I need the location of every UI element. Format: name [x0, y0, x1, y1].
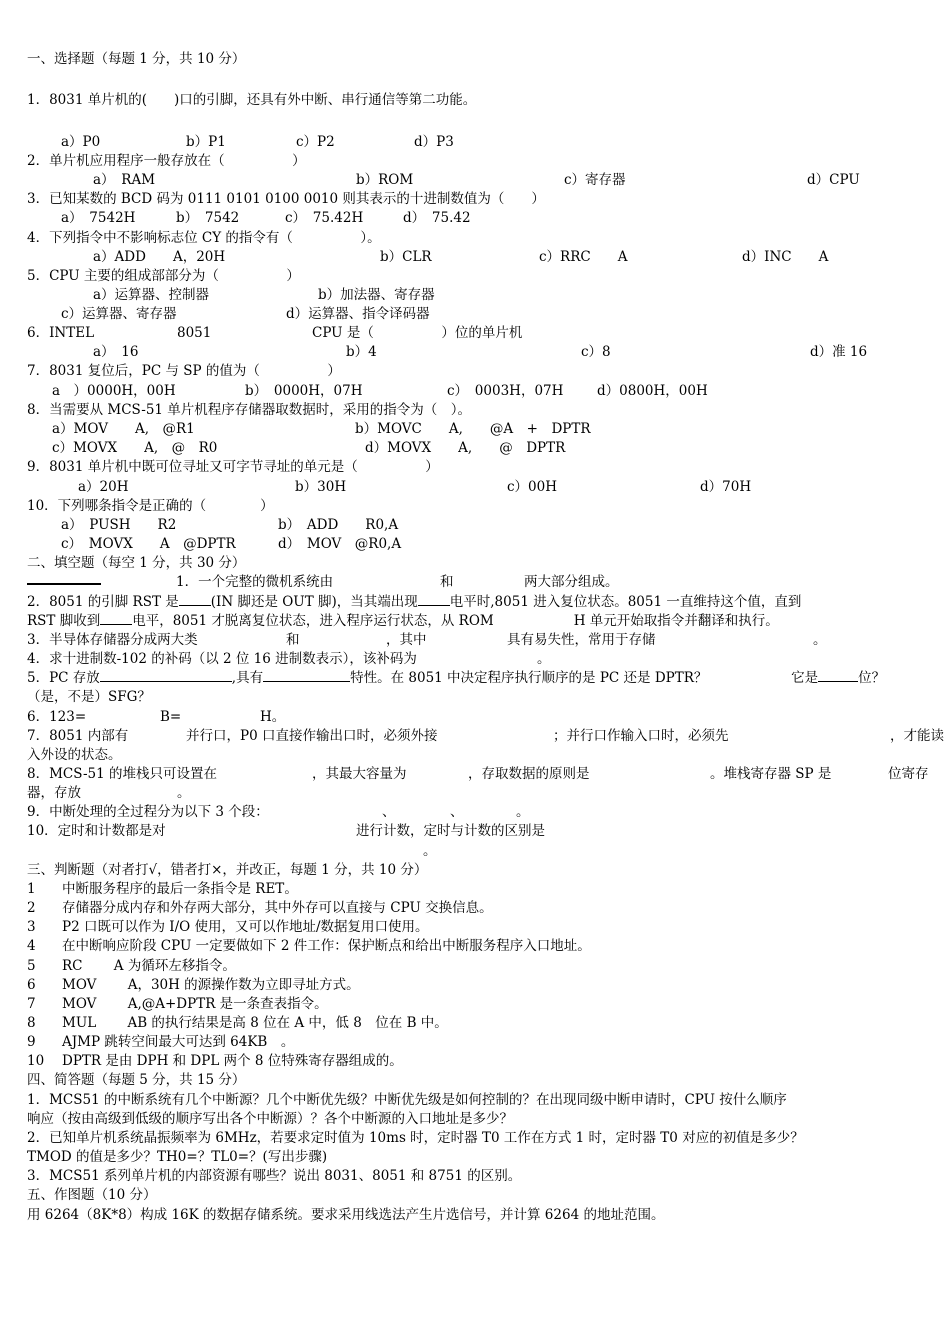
option: c）RRC A [539, 249, 628, 265]
option: b）MOVC A, @A + DPTR [355, 421, 591, 437]
judge-item: 7 MOV A,@A+DPTR 是一条查表指令。 [27, 996, 328, 1012]
question-7: 7．8031 复位后，PC 与 SP 的值为（ ） [27, 363, 341, 379]
fill-5b: （是，不是）SFG？ [27, 689, 151, 705]
option: a） 16 [93, 344, 139, 360]
q6-options [93, 343, 867, 361]
question-5: 5．CPU 主要的组成部部分为（ ） [27, 268, 300, 284]
fill-6: 6．123= B= H。 [27, 709, 286, 725]
option: d）INC A [742, 249, 829, 265]
option: a ）0000H，00H [52, 383, 176, 399]
option: a）ADD A，20H [93, 249, 226, 265]
drawing-question: 用 6264（8K*8）构成 16K 的数据存储系统。要求采用线选法产生片选信号，并计算 6264 的地址范围。 [27, 1207, 665, 1223]
option: c） MOVX A @DPTR [61, 536, 236, 552]
option: b）P1 [186, 134, 226, 150]
q5-options-row2 [61, 305, 430, 323]
option: a）20H [78, 479, 129, 495]
blank [179, 593, 211, 606]
option: a） 7542H [61, 210, 136, 226]
judge-item: 10 DPTR 是由 DPH 和 DPL 两个 8 位特殊寄存器组成的。 [27, 1053, 403, 1069]
section-4-title: 四、简答题（每题 5 分，共 15 分） [27, 1072, 246, 1088]
judge-item: 4 在中断响应阶段 CPU 一定要做如下 2 件工作：保护断点和给出中断服务程序入口地址。 [27, 938, 591, 954]
option: b） 7542 [176, 210, 240, 226]
section-5-title: 五、作图题（10 分） [27, 1187, 157, 1203]
option: c） 0003H，07H [447, 383, 564, 399]
short-question-2a: 2．已知单片机系统晶振频率为 6MHz，若要求定时值为 10ms 时，定时器 T0 工作在方式 1 时，定时器 T0 对应的初值是多少？ [27, 1130, 804, 1146]
judge-item: 8 MUL AB 的执行结果是高 8 位在 A 中，低 8 位在 B 中。 [27, 1015, 448, 1031]
section-1-title: 一、选择题（每题 1 分，共 10 分） [27, 51, 246, 67]
fill-2a: 2．8051 的引脚 RST 是 (IN 脚还是 OUT 脚)，当其端出现 电平时,8051 进入复位状态。8051 一直维持这个值，直到 [27, 594, 802, 610]
underline-decoration [27, 583, 101, 585]
option: d）P3 [414, 134, 454, 150]
fill-1: 1．一个完整的微机系统由 和 两大部分组成。 [176, 574, 619, 590]
option: c）00H [507, 479, 558, 495]
option: b） ADD R0,A [278, 517, 399, 533]
blank [100, 612, 132, 625]
judge-item: 2 存储器分成内存和外存两大部分，其中外存可以直接与 CPU 交换信息。 [27, 900, 493, 916]
option: d）CPU [807, 172, 860, 188]
blank [818, 669, 858, 682]
question-4: 4．下列指令中不影响标志位 CY 的指令有（ ）。 [27, 230, 381, 246]
section-3-title: 三、判断题（对者打√，错者打×，并改正，每题 1 分，共 10 分） [27, 862, 428, 878]
fill-8b: 器，存放 。 [27, 785, 191, 801]
option: c）P2 [296, 134, 335, 150]
fill-10a: 10．定时和计数都是对 进行计数，定时与计数的区别是 [27, 823, 545, 839]
option: d）70H [700, 479, 752, 495]
q10-options-row2 [61, 535, 401, 553]
fill-10b: 。 [423, 843, 437, 859]
option: a） RAM [93, 172, 156, 188]
question-6: 6．INTEL 8051 CPU 是（ ）位的单片机 [27, 325, 523, 341]
judge-item: 3 P2 口既可以作为 I/O 使用，又可以作地址/数据复用口使用。 [27, 919, 429, 935]
fill-9: 9．中断处理的全过程分为以下 3 个段： 、 、 。 [27, 804, 530, 820]
q2-options [93, 171, 860, 189]
option: b）4 [346, 344, 377, 360]
q4-options [93, 248, 828, 266]
judge-item: 6 MOV A，30H 的源操作数为立即寻址方式。 [27, 977, 360, 993]
judge-item: 5 RC A 为循环左移指令。 [27, 958, 236, 974]
fill-2b: RST 脚收到 电平，8051 才脱离复位状态，进入程序运行状态，从 ROM H 单元开始取指令并翻译和执行。 [27, 613, 779, 629]
option: c）MOVX A, @ R0 [52, 440, 218, 456]
judge-item: 9 AJMP 跳转空间最大可达到 64KB 。 [27, 1034, 295, 1050]
option: b） 0000H，07H [245, 383, 363, 399]
short-question-1b: 响应（按由高级到低级的顺序写出各个中断源）？各个中断源的入口地址是多少？ [27, 1111, 513, 1127]
question-10: 10．下列哪条指令是正确的（ ） [27, 498, 274, 514]
short-question-3: 3．MCS51 系列单片机的内部资源有哪些？说出 8031、8051 和 8751 的区别。 [27, 1168, 522, 1184]
option: c） 75.42H [285, 210, 364, 226]
option: b）30H [295, 479, 347, 495]
question-2: 2．单片机应用程序一般存放在（ ） [27, 153, 306, 169]
fill-8a: 8．MCS-51 的堆栈只可设置在 ，其最大容量为 ，存取数据的原则是 。堆栈寄存器 SP 是 位寄存 [27, 766, 929, 782]
option: d） 75.42 [403, 210, 471, 226]
q8-options-row1 [52, 420, 591, 438]
judge-item: 1 中断服务程序的最后一条指令是 RET。 [27, 881, 298, 897]
section-2-title: 二、填空题（每空 1 分，共 30 分） [27, 555, 246, 571]
option: d）运算器、指令译码器 [286, 306, 430, 322]
option: c）8 [581, 344, 611, 360]
fill-7b: 入外设的状态。 [27, 747, 122, 763]
short-question-2b: TMOD 的值是多少？TH0=？TL0=？(写出步骤) [27, 1149, 328, 1165]
blank [263, 669, 350, 682]
option: a）P0 [61, 134, 101, 150]
option: a） PUSH R2 [61, 517, 177, 533]
option: d）0800H，00H [597, 383, 708, 399]
option: d） MOV @R0,A [278, 536, 402, 552]
fill-3: 3．半导体存储器分成两大类 和 ，其中 具有易失性，常用于存储 。 [27, 632, 827, 648]
option: c）寄存器 [564, 172, 626, 188]
blank [100, 669, 232, 682]
short-question-1a: 1．MCS51 的中断系统有几个中断源？几个中断优先级？中断优先级是如何控制的？在出现同级中断申请时，CPU 按什么顺序 [27, 1092, 787, 1108]
question-1: 1．8031 单片机的( )口的引脚，还具有外中断、串行通信等第二功能。 [27, 92, 477, 108]
q8-options-row2 [52, 439, 565, 457]
q3-options [61, 209, 471, 227]
q7-options [52, 382, 708, 400]
option: a）MOV A, @R1 [52, 421, 195, 437]
option: b）ROM [356, 172, 414, 188]
option: d）准 16 [810, 344, 868, 360]
blank [418, 593, 450, 606]
question-9: 9．8031 单片机中既可位寻址又可字节寻址的单元是（ ） [27, 459, 439, 475]
q9-options [78, 478, 751, 496]
fill-5a: 5．PC 存放 ,具有 特性。在 8051 中决定程序执行顺序的是 PC 还是 DPTR？ 它是 位？ [27, 670, 886, 686]
question-8: 8．当需要从 MCS-51 单片机程序存储器取数据时，采用的指令为（ ）。 [27, 402, 472, 418]
q1-options [61, 133, 454, 151]
option: b）CLR [380, 249, 432, 265]
question-3: 3．已知某数的 BCD 码为 0111 0101 0100 0010 则其表示的十进制数值为（ ） [27, 191, 545, 207]
option: a）运算器、控制器 [93, 287, 210, 303]
fill-4: 4．求十进制数-102 的补码（以 2 位 16 进制数表示），该补码为 。 [27, 651, 551, 667]
option: c）运算器、寄存器 [61, 306, 177, 322]
fill-7a: 7．8051 内部有 并行口，P0 口直接作输出口时，必须外接 ；并行口作输入口时，必须先 ，才能读 [27, 728, 944, 744]
option: d）MOVX A, @ DPTR [365, 440, 566, 456]
q10-options-row1 [61, 516, 398, 534]
q5-options-row1 [93, 286, 435, 304]
option: b）加法器、寄存器 [318, 287, 435, 303]
